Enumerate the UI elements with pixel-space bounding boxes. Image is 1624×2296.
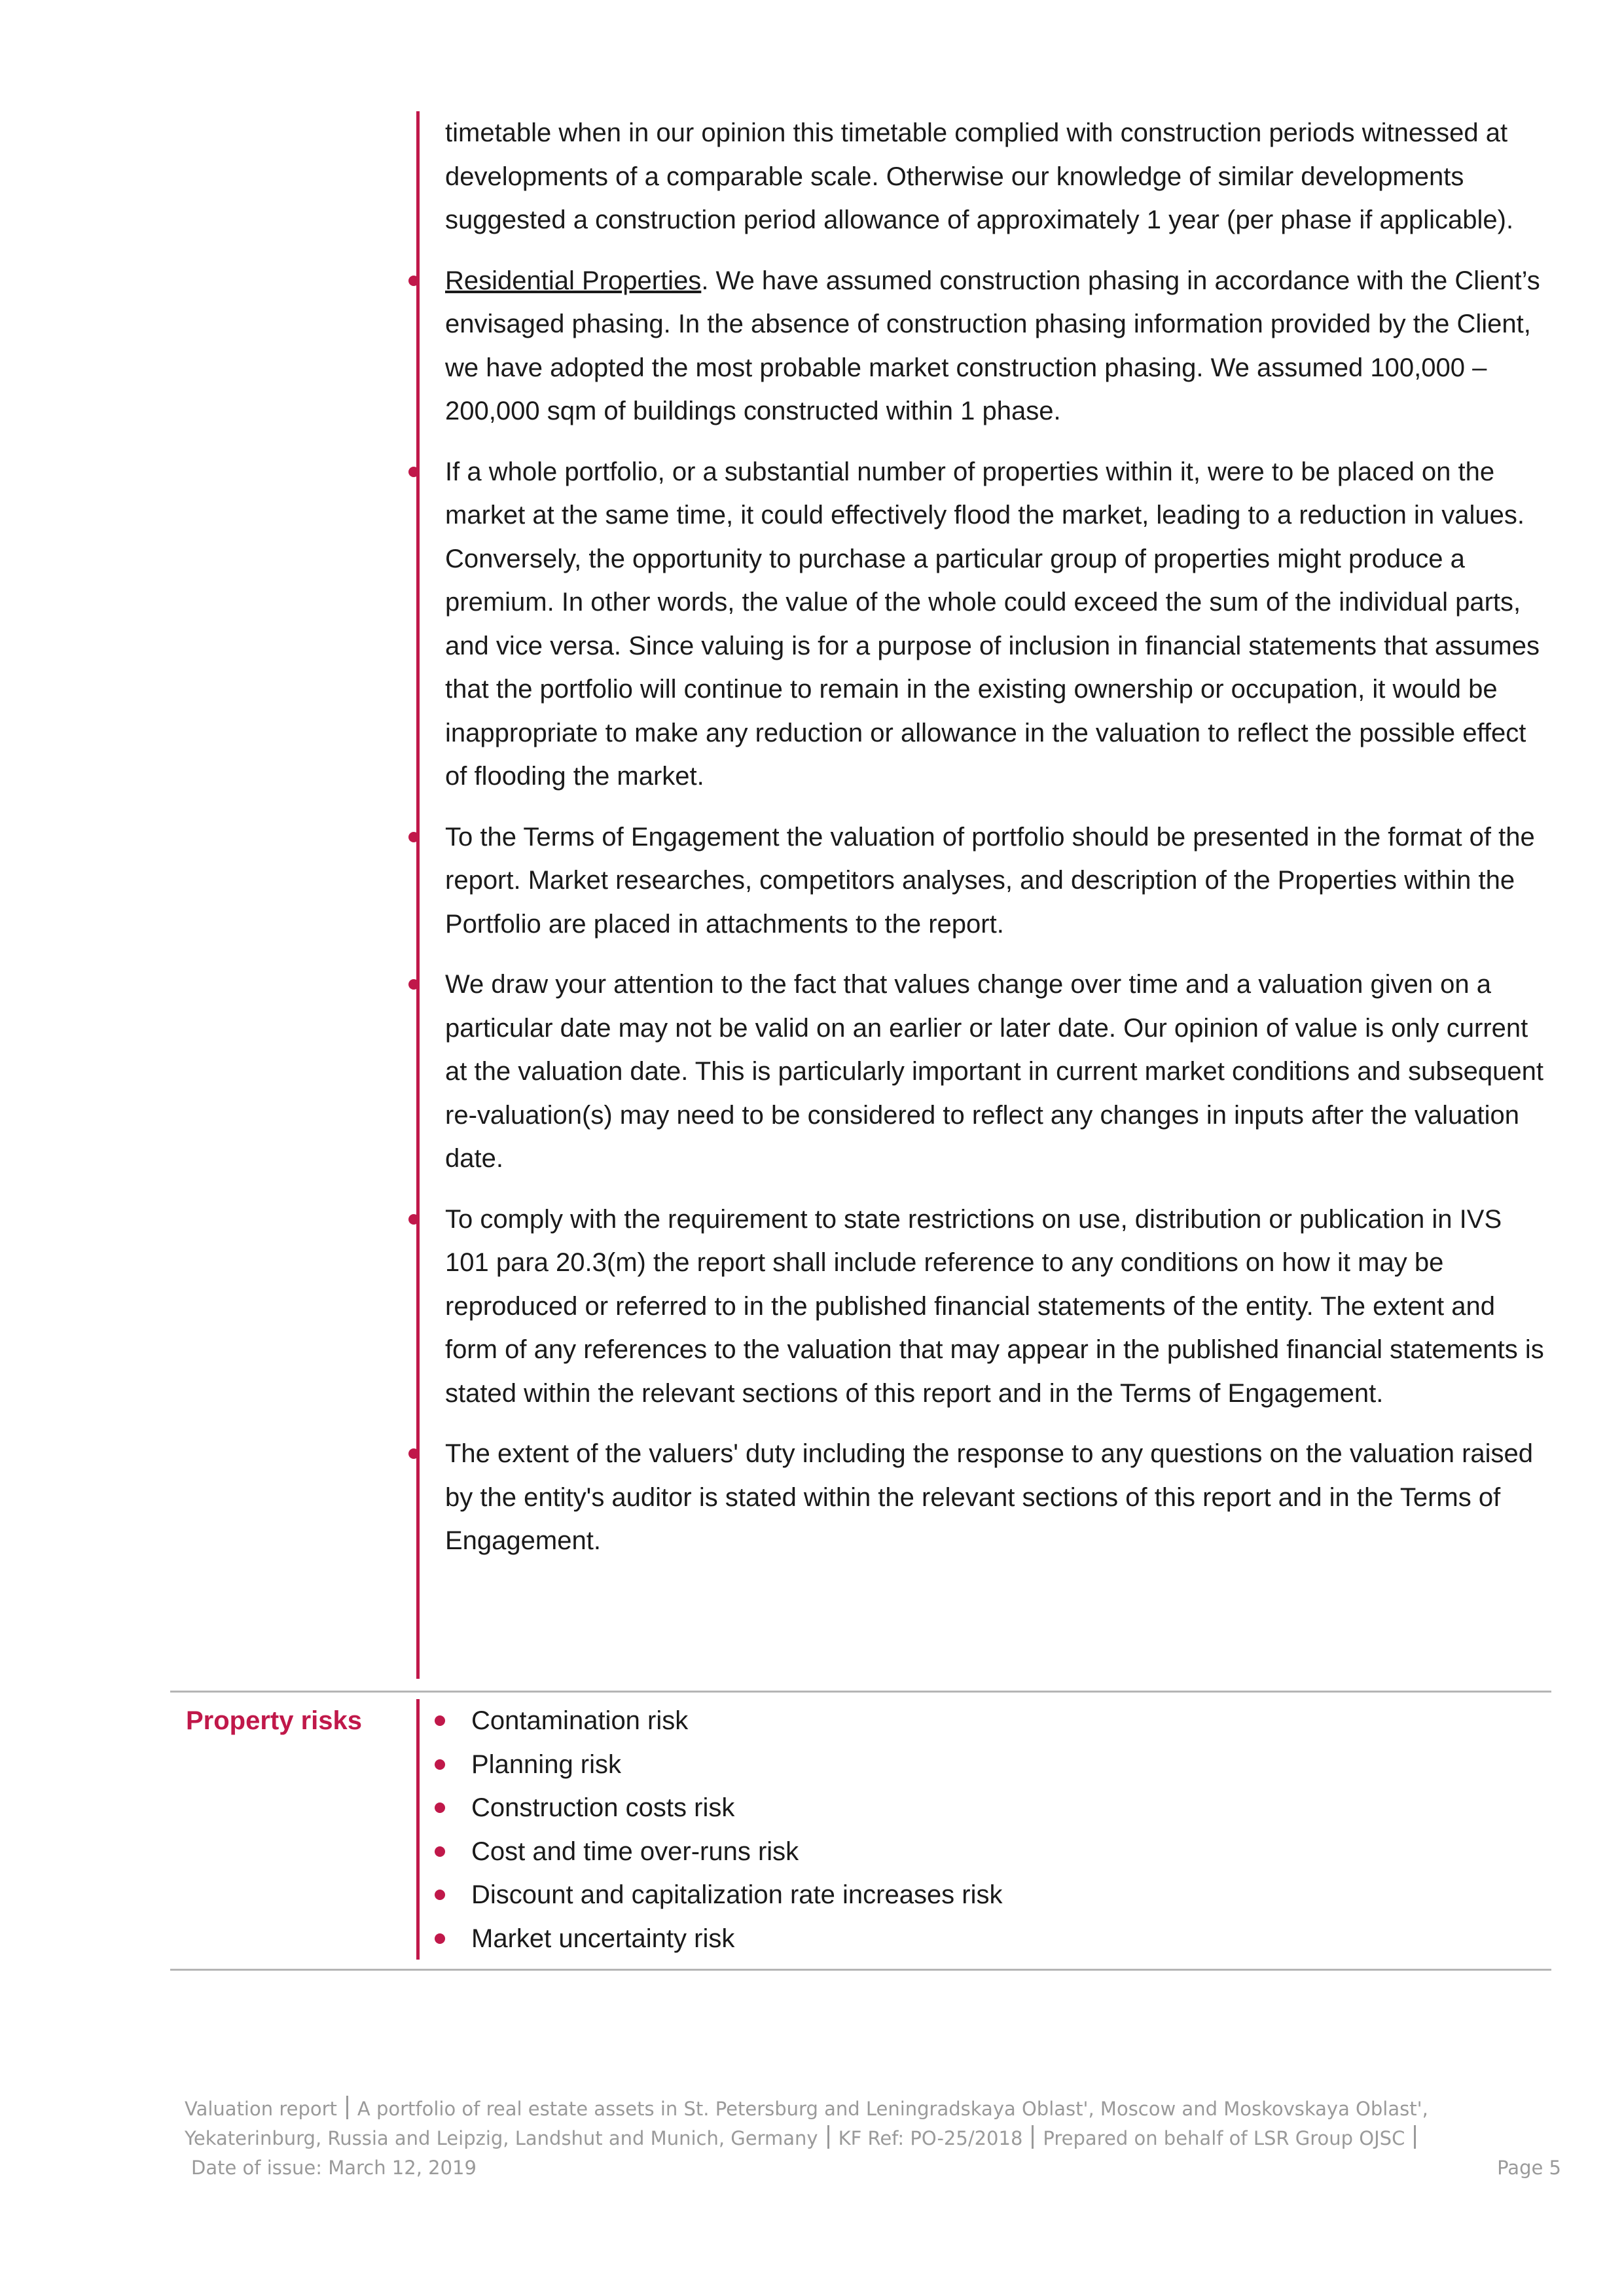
risk-label: Discount and capitalization rate increases risk xyxy=(471,1880,1003,1909)
footer-line-2 xyxy=(185,2124,1559,2153)
bullet-values-change xyxy=(445,963,1551,1181)
bullet-text: To the Terms of Engagement the valuation of portfolio should be presented in the format of the report. Market researches, competitors analyses, and description of the Properties within the Portfolio are placed in attachments to the report. xyxy=(445,822,1535,939)
section-divider xyxy=(170,1969,1551,1971)
bullet-dot-icon xyxy=(408,276,419,286)
bullet-portfolio-flooding xyxy=(445,450,1551,798)
bullet-dot-icon xyxy=(435,1715,445,1726)
bullet-text: . We have assumed construction phasing in accordance with the Client’s envisaged phasing. In the absence of construction phasing information provided by the Client, we have adopted the most probable market construction phasing. We assumed 100,000 – 200,000 sqm of buildings constructed within 1 phase. xyxy=(445,266,1540,425)
section-accent-rule xyxy=(416,111,420,1679)
bullet-dot-icon xyxy=(408,832,419,842)
property-risks-heading: Property risks xyxy=(186,1706,363,1735)
bullet-dot-icon xyxy=(408,467,419,477)
list-item xyxy=(471,1743,1551,1787)
bullet-residential-properties xyxy=(445,259,1551,433)
bullet-dot-icon xyxy=(408,1214,419,1225)
bullet-dot-icon xyxy=(435,1846,445,1857)
section-divider xyxy=(170,1691,1551,1693)
list-item xyxy=(471,1830,1551,1874)
footer-separator xyxy=(346,2096,348,2119)
footer-line-1 xyxy=(185,2094,1559,2124)
list-item xyxy=(471,1786,1551,1830)
risk-label: Cost and time over-runs risk xyxy=(471,1837,799,1866)
footer-separator xyxy=(1032,2125,1034,2149)
risk-label: Market uncertainty risk xyxy=(471,1924,735,1953)
footer-kf-ref: KF Ref: PO-25/2018 xyxy=(838,2127,1023,2149)
list-item xyxy=(471,1699,1551,1743)
bullet-dot-icon xyxy=(435,1803,445,1813)
bullet-text: If a whole portfolio, or a substantial number of properties within it, were to be placed on the market at the same time, it could effectively flood the market, leading to a reduction in values. Conversely, the opportunity to purchase a particular group of properties might produce a premium. In other words, the value of the whole could exceed the sum of the individual parts, and vice versa. Since valuing is for a purpose of inclusion in financial statements that assumes that the portfolio will continue to remain in the existing ownership or occupation, it would be inappropriate to make any reduction or allowance in the valuation to reflect the possible effect of flooding the market. xyxy=(445,457,1540,791)
bullet-text: We draw your attention to the fact that values change over time and a valuation given on a particular date may not be valid on an earlier or later date. Our opinion of value is only current at the valuation date. This is particularly important in current market conditions and subsequent re-valuation(s) may need to be considered to reflect any changes in inputs after the valuation date. xyxy=(445,970,1543,1173)
footer-report-type: Valuation report xyxy=(185,2098,337,2120)
bullet-text: To comply with the requirement to state restrictions on use, distribution or publication in IVS 101 para 20.3(m) the report shall include reference to any conditions on how it may be reproduced or referred to in the published financial statements of the entity. The extent and form of any references to the valuation that may appear in the published financial statements is stated within the relevant sections of this report and in the Terms of Engagement. xyxy=(445,1204,1544,1408)
list-item xyxy=(471,1917,1551,1961)
bullet-dot-icon xyxy=(435,1890,445,1900)
bullet-dot-icon xyxy=(435,1933,445,1944)
footer-portfolio-description: A portfolio of real estate assets in St. Petersburg and Leningradskaya Oblast', Moscow and Moskovskaya Oblast', xyxy=(357,2098,1428,2120)
assumptions-text-block xyxy=(445,111,1551,1580)
list-item xyxy=(471,1873,1551,1917)
bullet-dot-icon xyxy=(435,1759,445,1770)
assumptions-section xyxy=(170,111,1551,1682)
footer-separator xyxy=(1414,2125,1416,2149)
risk-label: Planning risk xyxy=(471,1749,622,1779)
bullet-dot-icon xyxy=(408,979,419,990)
risk-label: Construction costs risk xyxy=(471,1793,735,1822)
property-risks-list xyxy=(471,1699,1551,1960)
page-number: Page 5 xyxy=(1497,2157,1561,2179)
continuation-paragraph: timetable when in our opinion this timetable complied with construction periods witnessed at developments of a comparable scale. Otherwise our knowledge of similar developments suggested a construction period allowance of approximately 1 year (per phase if applicable). xyxy=(445,118,1514,234)
footer-locations: Yekaterinburg, Russia and Leipzig, Landshut and Munich, Germany xyxy=(185,2127,818,2149)
bullet-lead-term: Residential Properties xyxy=(445,266,702,295)
bullet-text: The extent of the valuers' duty including the response to any questions on the valuation raised by the entity's auditor is stated within the relevant sections of this report and in the Terms of Engagement. xyxy=(445,1439,1534,1555)
bullet-terms-of-engagement xyxy=(445,816,1551,946)
bullet-dot-icon xyxy=(408,1448,419,1459)
bullet-valuers-duty xyxy=(445,1432,1551,1563)
footer-date-of-issue: Date of issue: March 12, 2019 xyxy=(191,2157,477,2179)
risk-label: Contamination risk xyxy=(471,1706,689,1735)
bullet-restrictions-on-use xyxy=(445,1198,1551,1416)
footer-separator xyxy=(827,2125,829,2149)
page-footer xyxy=(185,2094,1559,2183)
property-risks-section xyxy=(170,1695,1551,1964)
footer-prepared-for: Prepared on behalf of LSR Group OJSC xyxy=(1043,2127,1405,2149)
section-accent-rule xyxy=(416,1699,420,1960)
footer-line-3 xyxy=(185,2153,1559,2183)
